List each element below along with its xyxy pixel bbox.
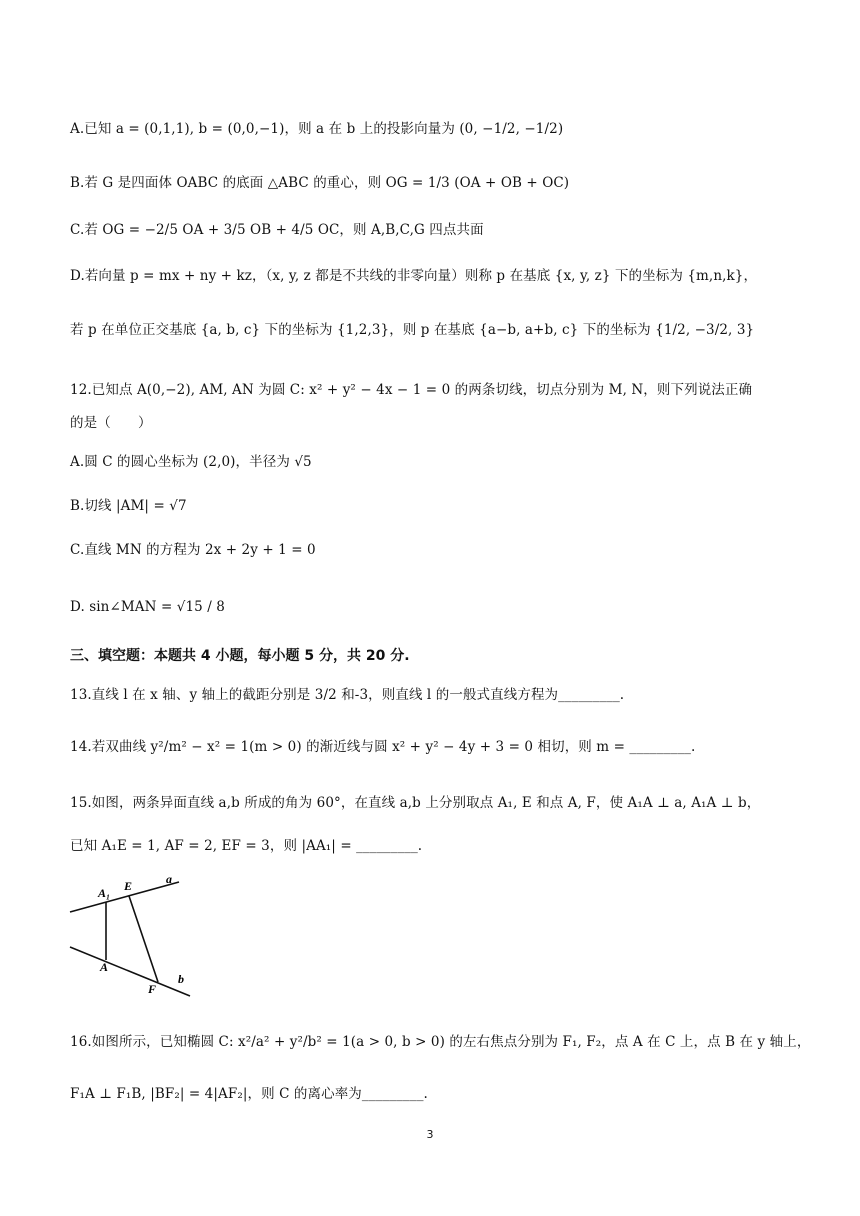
option-12a: A.圆 C 的圆心坐标为 (2,0)，半径为 √5 <box>70 454 312 470</box>
label-b: b <box>178 972 184 986</box>
question-15-line2: 已知 A₁E = 1, AF = 2, EF = 3，则 |AA₁| = _________. <box>70 838 423 854</box>
section-3-heading: 三、填空题：本题共 4 小题，每小题 5 分，共 20 分. <box>70 648 410 664</box>
label-e: E <box>124 879 133 893</box>
label-a-point: A <box>100 960 109 974</box>
option-12c: C.直线 MN 的方程为 2x + 2y + 1 = 0 <box>70 542 316 558</box>
question-12-line1: 12.已知点 A(0,−2), AM, AN 为圆 C: x² + y² − 4x − 1 = 0 的两条切线，切点分别为 M, N，则下列说法正确 <box>70 382 753 398</box>
label-a: a <box>166 872 172 886</box>
option-11a: A.已知 a = (0,1,1), b = (0,0,−1)，则 a 在 b 上的投影向量为 (0, −1/2, −1/2) <box>70 121 564 137</box>
option-11d-line2: 若 p 在单位正交基底 {a, b, c} 下的坐标为 {1,2,3}，则 p 在基底 {a−b, a+b, c} 下的坐标为 {1/2, −3/2, 3} <box>70 322 755 338</box>
question-16-line1: 16.如图所示，已知椭圆 C: x²/a² + y²/b² = 1(a > 0, b > 0) 的左右焦点分别为 F₁, F₂，点 A 在 C 上，点 B 在 y 轴上， <box>70 1034 811 1050</box>
label-a1: A₁ <box>98 886 111 900</box>
question-13: 13.直线 l 在 x 轴、y 轴上的截距分别是 3/2 和-3，则直线 l 的一般式直线方程为_________. <box>70 687 625 703</box>
line-b <box>70 947 190 996</box>
question-12-line2: 的是（ ） <box>70 415 152 431</box>
page-number: 3 <box>426 1128 434 1141</box>
option-11b: B.若 G 是四面体 OABC 的底面 △ABC 的重心，则 OG = 1/3 (OA + OB + OC) <box>70 175 570 191</box>
question-16-line2: F₁A ⊥ F₁B, |BF₂| = 4|AF₂|，则 C 的离心率为_________. <box>70 1086 428 1102</box>
option-11d-line1: D.若向量 p = mx + ny + kz，（x, y, z 都是不共线的非零向量）则称 p 在基底 {x, y, z} 下的坐标为 {m,n,k}， <box>70 268 758 284</box>
option-12d: D. sin∠MAN = √15 / 8 <box>70 599 225 615</box>
question-15-line1: 15.如图，两条异面直线 a,b 所成的角为 60°，在直线 a,b 上分别取点 A₁, E 和点 A, F，使 A₁A ⊥ a, A₁A ⊥ b， <box>70 795 761 811</box>
option-11c: C.若 OG = −2/5 OA + 3/5 OB + 4/5 OC，则 A,B,C,G 四点共面 <box>70 222 484 238</box>
skew-lines-figure <box>66 870 196 1000</box>
option-12b: B.切线 |AM| = √7 <box>70 498 187 514</box>
question-14: 14.若双曲线 y²/m² − x² = 1(m > 0) 的渐近线与圆 x² + y² − 4y + 3 = 0 相切，则 m = _________. <box>70 739 696 755</box>
label-f: F <box>148 982 157 996</box>
segment-ef <box>129 896 158 982</box>
